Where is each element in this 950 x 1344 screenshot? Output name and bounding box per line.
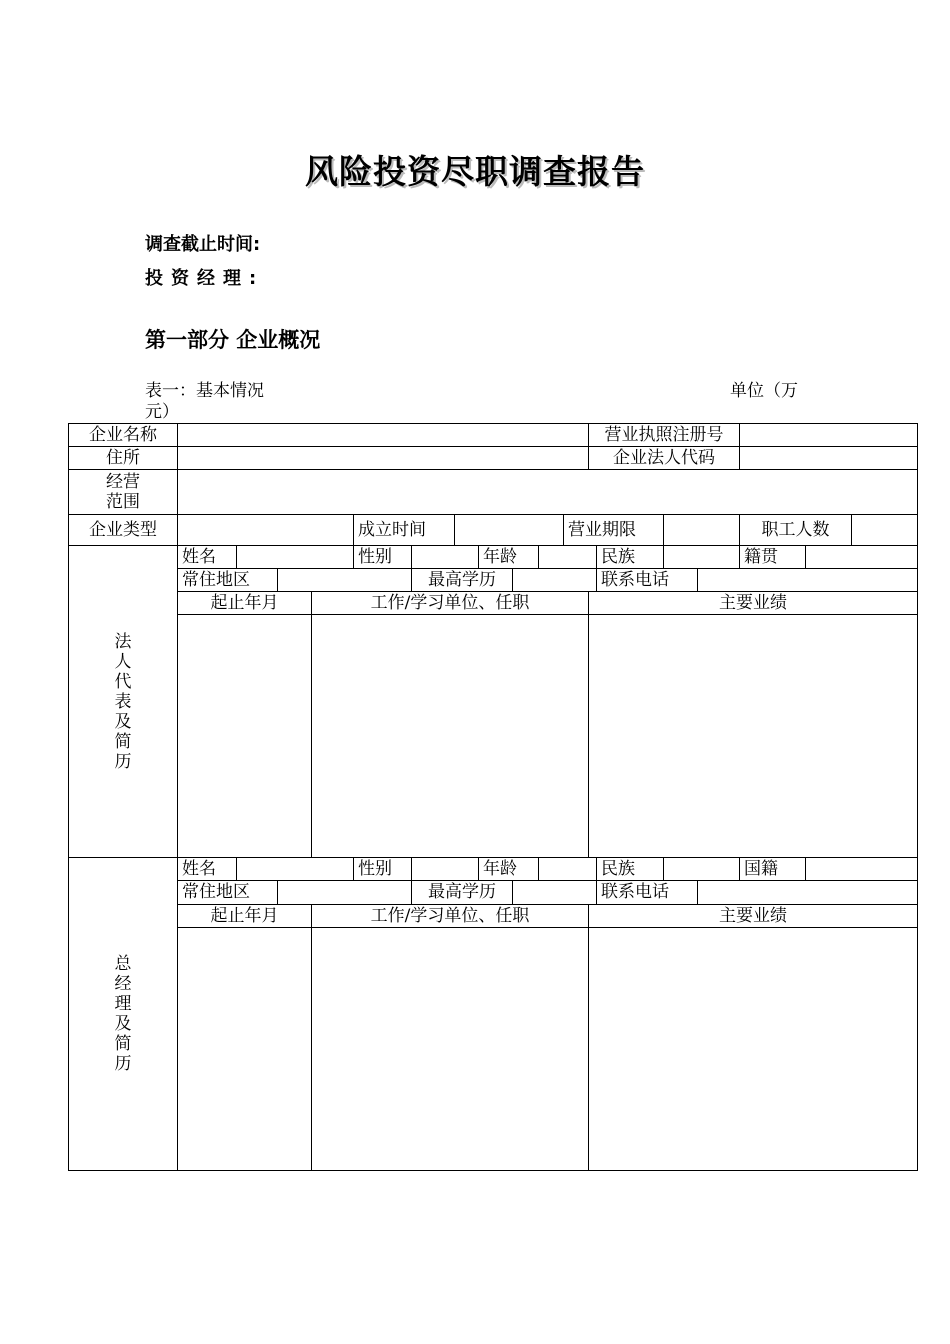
gm-ethnicity-value[interactable] <box>664 858 740 881</box>
legal-rep-gender-value[interactable] <box>412 546 479 569</box>
legal-rep-side-label: 法人代表及简历 <box>69 546 178 858</box>
table-caption: 表一：基本情况 <box>145 381 264 401</box>
investment-manager-label: 投资经理: <box>145 268 265 289</box>
legal-rep-origin-label: 籍贯 <box>740 546 806 569</box>
legal-rep-age-label: 年龄 <box>479 546 539 569</box>
gm-name-value[interactable] <box>237 858 354 881</box>
legal-rep-ethnicity-value[interactable] <box>664 546 740 569</box>
license-no-label: 营业执照注册号 <box>589 424 740 447</box>
gm-work-unit-cell[interactable] <box>312 927 589 1170</box>
survey-deadline-label: 调查截止时间: <box>145 234 261 255</box>
gm-achievements-cell[interactable] <box>589 927 918 1170</box>
gm-age-label: 年龄 <box>479 858 539 881</box>
legal-rep-achievements-cell[interactable] <box>589 615 918 858</box>
legal-rep-age-value[interactable] <box>539 546 597 569</box>
legal-rep-phone-value[interactable] <box>698 569 918 592</box>
gm-ethnicity-label: 民族 <box>597 858 664 881</box>
gm-name-label: 姓名 <box>178 858 237 881</box>
gm-gender-value[interactable] <box>412 858 479 881</box>
unit-label-wrap: 元） <box>145 402 179 422</box>
legal-rep-name-value[interactable] <box>237 546 354 569</box>
business-term-value[interactable] <box>664 515 740 546</box>
legal-rep-ethnicity-label: 民族 <box>597 546 664 569</box>
legal-rep-achievements-header: 主要业绩 <box>589 592 918 615</box>
company-type-label: 企业类型 <box>69 515 178 546</box>
gm-residence-label: 常住地区 <box>178 881 278 904</box>
gm-nationality-label: 国籍 <box>740 858 806 881</box>
business-scope-value[interactable] <box>178 470 918 515</box>
legal-rep-gender-label: 性别 <box>354 546 412 569</box>
gm-phone-label: 联系电话 <box>597 881 698 904</box>
section-title: 第一部分 企业概况 <box>145 328 321 352</box>
business-scope-line1: 经营 <box>106 472 140 493</box>
legal-code-value[interactable] <box>740 447 918 470</box>
gm-education-label: 最高学历 <box>412 881 513 904</box>
legal-rep-period-header: 起止年月 <box>178 592 312 615</box>
legal-rep-period-cell[interactable] <box>178 615 312 858</box>
address-label: 住所 <box>69 447 178 470</box>
legal-rep-work-unit-header: 工作/学习单位、任职 <box>312 592 589 615</box>
gm-education-value[interactable] <box>513 881 597 904</box>
business-scope-line2: 范围 <box>106 492 140 513</box>
gm-period-cell[interactable] <box>178 927 312 1170</box>
legal-rep-residence-label: 常住地区 <box>178 569 278 592</box>
company-name-value[interactable] <box>178 424 589 447</box>
founded-value[interactable] <box>455 515 564 546</box>
company-type-value[interactable] <box>178 515 354 546</box>
legal-rep-phone-label: 联系电话 <box>597 569 698 592</box>
address-value[interactable] <box>178 447 589 470</box>
legal-rep-education-value[interactable] <box>513 569 597 592</box>
gm-work-unit-header: 工作/学习单位、任职 <box>312 904 589 927</box>
business-term-label: 营业期限 <box>564 515 664 546</box>
gm-gender-label: 性别 <box>354 858 412 881</box>
gm-residence-value[interactable] <box>278 881 412 904</box>
gm-nationality-value[interactable] <box>806 858 918 881</box>
license-no-value[interactable] <box>740 424 918 447</box>
legal-rep-name-label: 姓名 <box>178 546 237 569</box>
unit-label: 单位（万 <box>730 381 798 401</box>
gm-side-label: 总经理及简历 <box>69 858 178 1171</box>
company-name-label: 企业名称 <box>69 424 178 447</box>
gm-age-value[interactable] <box>539 858 597 881</box>
gm-achievements-header: 主要业绩 <box>589 904 918 927</box>
gm-period-header: 起止年月 <box>178 904 312 927</box>
legal-rep-work-unit-cell[interactable] <box>312 615 589 858</box>
legal-rep-education-label: 最高学历 <box>412 569 513 592</box>
employees-value[interactable] <box>852 515 918 546</box>
business-scope-label <box>69 470 178 515</box>
legal-rep-residence-value[interactable] <box>278 569 412 592</box>
document-title: 风险投资尽职调查报告 <box>305 152 645 191</box>
founded-label: 成立时间 <box>354 515 455 546</box>
legal-code-label: 企业法人代码 <box>589 447 740 470</box>
basic-info-table <box>68 423 918 1171</box>
gm-phone-value[interactable] <box>698 881 918 904</box>
employees-label: 职工人数 <box>740 515 852 546</box>
legal-rep-origin-value[interactable] <box>806 546 918 569</box>
